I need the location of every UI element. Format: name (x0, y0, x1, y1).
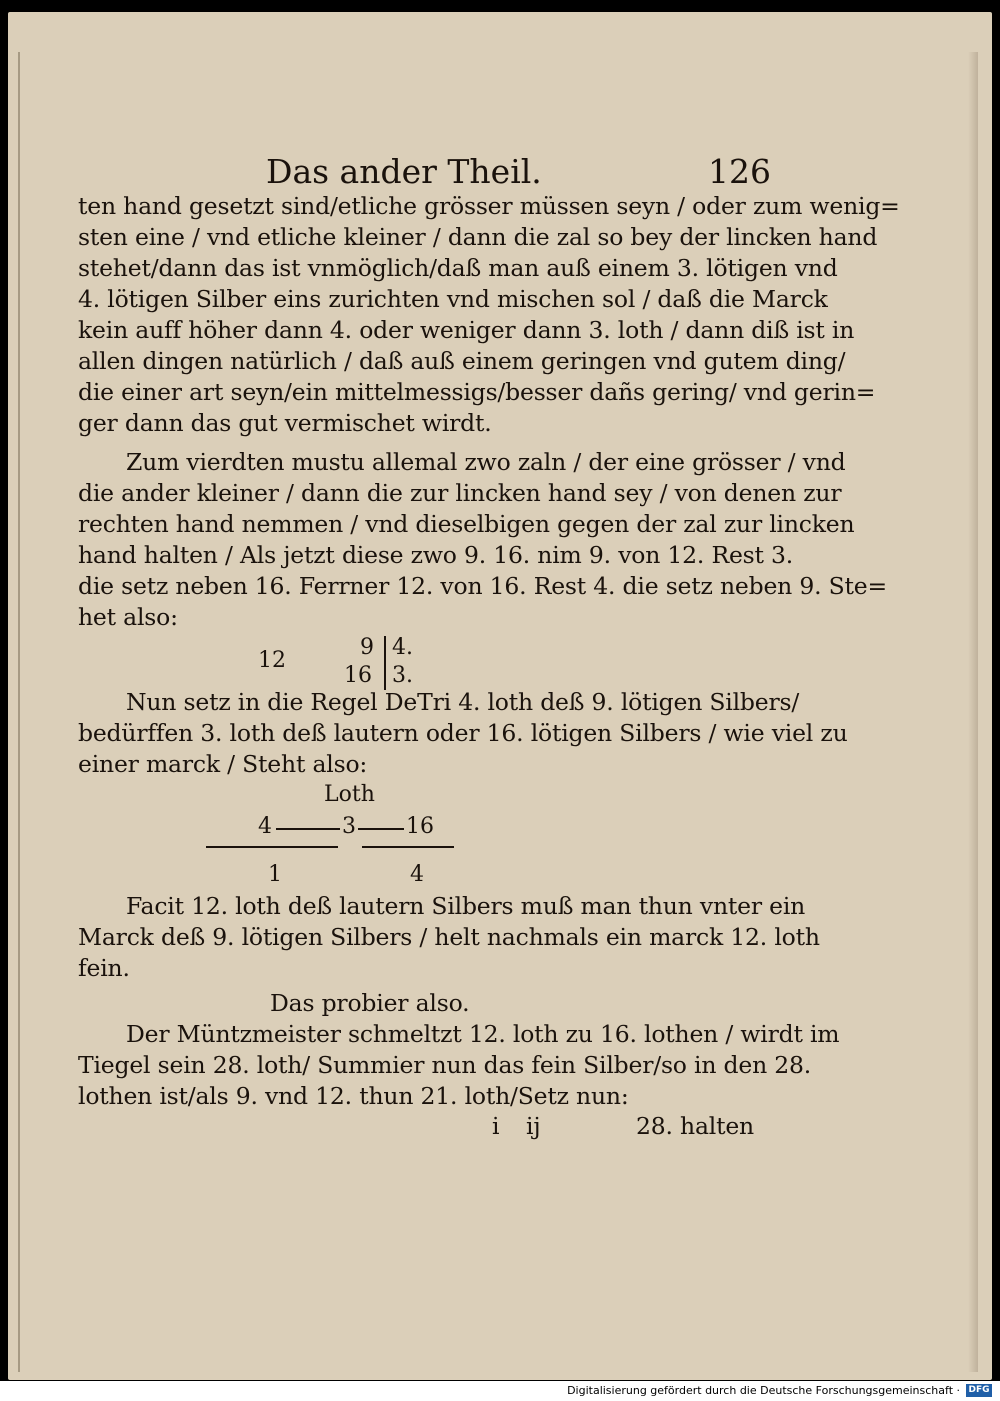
rule-underline (362, 846, 454, 848)
text-line: Nun setz in die Regel DeTri 4. loth deß 9. lötigen Silbers/ (126, 688, 800, 716)
text-line: hand halten / Als jetzt diese zwo 9. 16. nim 9. von 12. Rest 3. (78, 541, 794, 569)
text-line: sten eine / vnd etliche kleiner / dann die zal so bey der lincken hand (78, 223, 878, 251)
page-edge (18, 52, 20, 1372)
rule-value-b: 3 (342, 814, 356, 839)
text-line: Marck deß 9. lötigen Silbers / helt nachmals ein marck 12. loth (78, 923, 820, 951)
text-line: rechten hand nemmen / vnd dieselbigen gegen der zal zur lincken (78, 510, 855, 538)
page-shadow (968, 52, 978, 1372)
footer-bar (0, 1381, 1000, 1401)
text-line: ger dann das gut vermischet wirdt. (78, 409, 492, 437)
table-bottom-value: 16 (344, 663, 372, 688)
text-line: die ander kleiner / dann die zur lincken hand sey / von denen zur (78, 479, 842, 507)
text-line: Der Müntzmeister schmeltzt 12. loth zu 16. lothen / wirdt im (126, 1020, 840, 1048)
text-line: lothen ist/als 9. vnd 12. thun 21. loth/Setz nun: (78, 1082, 629, 1110)
table-left-value: 12 (258, 648, 286, 673)
text-line: einer marck / Steht also: (78, 750, 368, 778)
rule-underline (206, 846, 338, 848)
rule-value-e: 4 (410, 862, 424, 887)
text-line: Facit 12. loth deß lautern Silbers muß man thun vnter ein (126, 892, 806, 920)
text-line: die einer art seyn/ein mittelmessigs/besser dañs gering/ vnd gerin= (78, 378, 876, 406)
text-line: het also: (78, 603, 178, 631)
book-page (8, 12, 992, 1380)
text-line: 4. lötigen Silber eins zurichten vnd mischen sol / daß die Marck (78, 285, 828, 313)
dfg-logo: DFG (966, 1384, 992, 1397)
rule-value-d: 1 (268, 862, 282, 887)
text-line: bedürffen 3. loth deß lautern oder 16. lötigen Silbers / wie viel zu (78, 719, 848, 747)
numeral-ii: ij (526, 1112, 541, 1140)
page-number: 126 (708, 152, 771, 191)
running-header-title: Das ander Theil. (266, 152, 542, 191)
text-line: Zum vierdten mustu allemal zwo zaln / der eine grösser / vnd (126, 448, 846, 476)
rule-value-c: 16 (406, 814, 434, 839)
text-line: kein auff höher dann 4. oder weniger dann 3. loth / dann diß ist in (78, 316, 855, 344)
table-top-right-value: 4. (392, 635, 413, 660)
rule-value-a: 4 (258, 814, 272, 839)
text-line: die setz neben 16. Ferrner 12. von 16. Rest 4. die setz neben 9. Ste= (78, 572, 887, 600)
rule-dash (358, 828, 404, 830)
numeral-i: i (492, 1112, 500, 1140)
rule-label: Loth (324, 782, 375, 807)
table-divider (384, 636, 386, 690)
funding-note: Digitalisierung gefördert durch die Deutsche Forschungsgemeinschaft · (567, 1384, 960, 1397)
rule-dash (276, 828, 340, 830)
text-line: fein. (78, 954, 130, 982)
text-line: ten hand gesetzt sind/etliche grösser müssen seyn / oder zum wenig= (78, 192, 900, 220)
catchword: 28. halten (636, 1112, 754, 1140)
table-bottom-right-value: 3. (392, 663, 413, 688)
text-line: Tiegel sein 28. loth/ Summier nun das fein Silber/so in den 28. (78, 1051, 812, 1079)
subheading: Das probier also. (270, 989, 470, 1017)
table-top-value: 9 (360, 635, 374, 660)
text-line: stehet/dann das ist vnmöglich/daß man auß einem 3. lötigen vnd (78, 254, 838, 282)
text-line: allen dingen natürlich / daß auß einem geringen vnd gutem ding/ (78, 347, 846, 375)
